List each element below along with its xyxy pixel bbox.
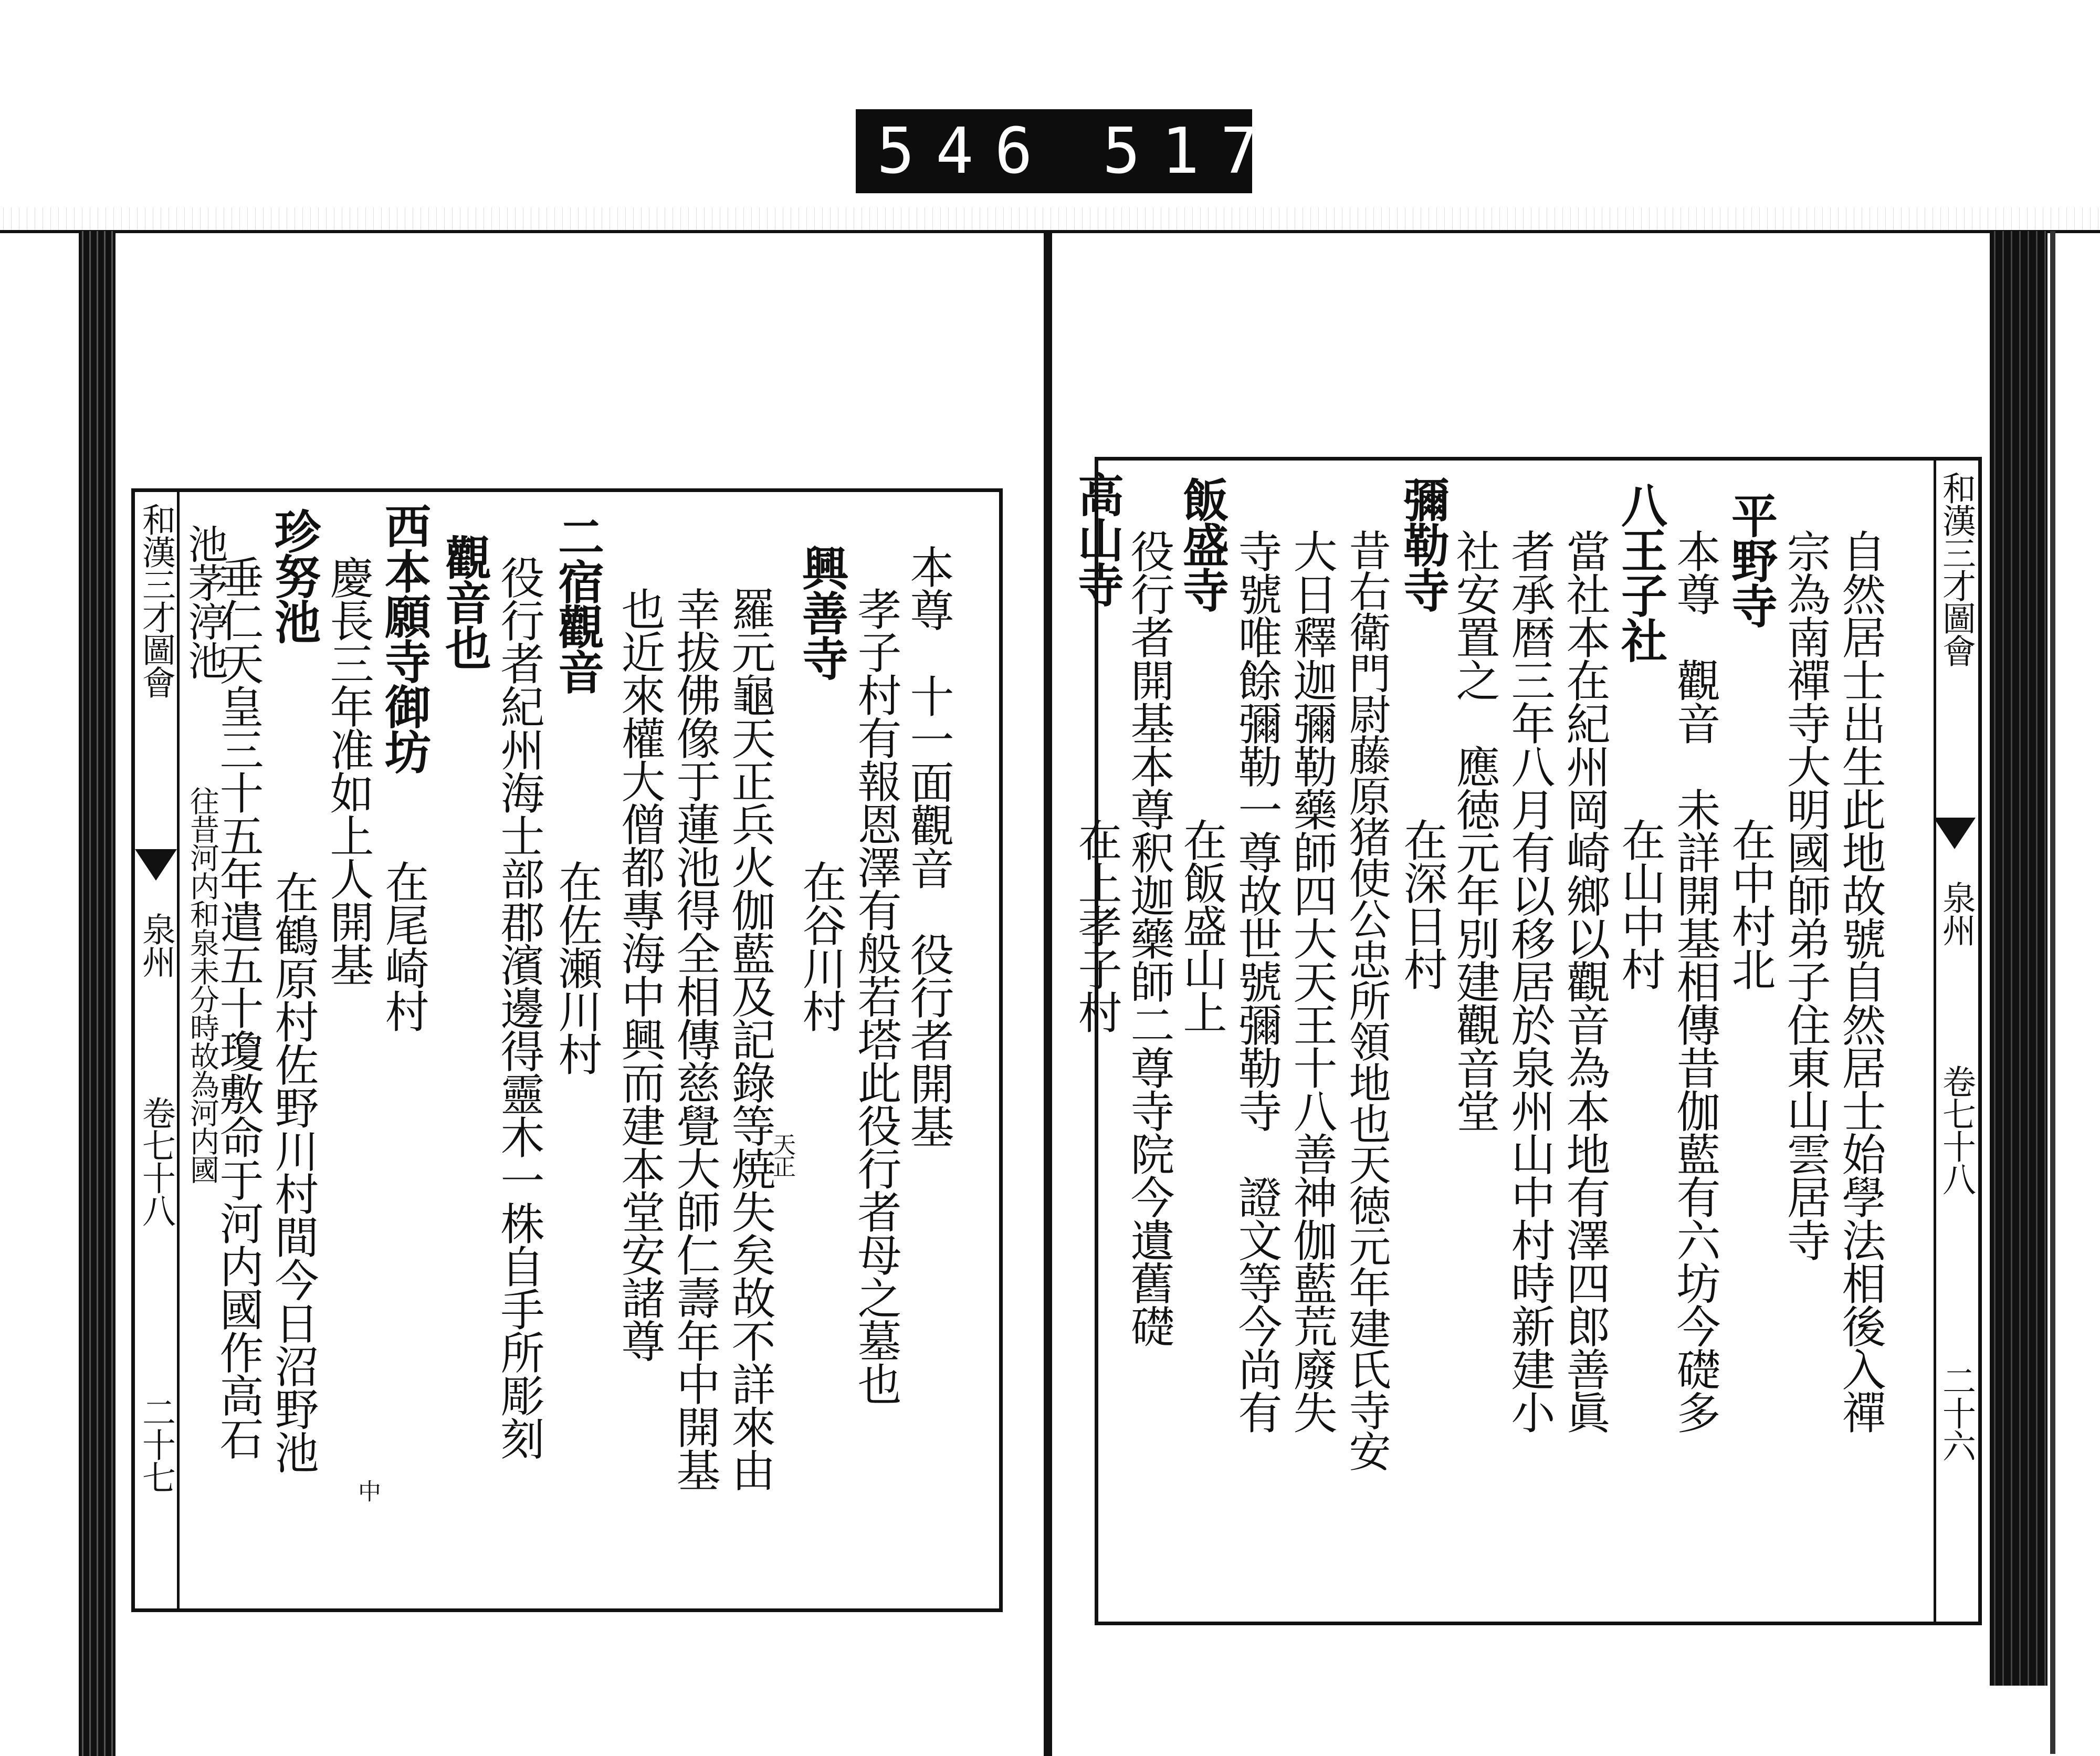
temple-heading: 飯盛寺 xyxy=(1175,476,1230,612)
text-column: 本尊 觀音 未詳開基相傳昔伽藍有六坊今礎多 xyxy=(1670,529,1721,1433)
pond-heading: 珍努池 xyxy=(267,508,322,643)
right-margin-column xyxy=(1934,461,1978,1622)
scan-noise-band xyxy=(0,207,2100,231)
text-column: 本尊 十一面觀音 役行者開基 xyxy=(903,545,954,1147)
text-column: 社安置之 應徳元年別建觀音堂 xyxy=(1449,529,1500,1132)
fish-tail-mark xyxy=(135,849,177,881)
temple-heading: 二宿觀音 xyxy=(551,513,605,694)
text-column: 羅元龜天正兵火伽藍及記錄等焼失矣故不詳來由 xyxy=(724,587,776,1491)
right-page-edge xyxy=(1990,231,2048,1686)
text-column: 也近來權大僧都專海中興而建本堂安諸尊 xyxy=(614,587,666,1362)
right-page xyxy=(1070,457,1982,1625)
text-column: 役行者紀州海士部郡濱邊得靈木一株自手所彫刻 xyxy=(494,555,545,1459)
left-margin-title: 和漢三才圖會 xyxy=(136,503,175,698)
text-column: 在飯盛山上 xyxy=(1176,818,1227,1033)
text-column: 大日釋迦彌勒藥師四大天王十八善神伽藍荒廢失 xyxy=(1286,529,1338,1433)
text-column: 池茅渟池 xyxy=(182,524,228,679)
text-column: 在佐瀬川村 xyxy=(551,860,603,1075)
left-margin-column xyxy=(135,492,180,1608)
annotation: 天正 xyxy=(769,1133,795,1177)
left-margin-volume: 卷七十八 xyxy=(136,1096,175,1226)
fish-tail-mark xyxy=(1934,818,1976,849)
text-column: 宗為南禪寺大明國師弟子住東山雲居寺 xyxy=(1780,529,1831,1261)
text-column: 在山中村 xyxy=(1614,818,1666,990)
left-page-edge xyxy=(79,231,116,1756)
right-edge-stripe xyxy=(2050,231,2055,1754)
temple-heading: 彌勒寺 xyxy=(1396,476,1451,612)
text-column: 慶長三年准如上人開基 xyxy=(323,555,374,986)
text-column: 垂仁天皇三十五年遣五十瓊敷命于河内國作高石 xyxy=(213,555,264,1459)
temple-heading: 觀音也 xyxy=(438,534,492,670)
frame-number-label xyxy=(856,109,1338,193)
left-page xyxy=(131,488,1003,1612)
text-column: 寺號唯餘彌勒一尊故世號彌勒寺 證文等今尚有 xyxy=(1231,529,1283,1433)
text-column: 在中村北 xyxy=(1725,818,1776,990)
text-column: 自然居士出生此地故號自然居士始學法相後入禪 xyxy=(1835,529,1886,1433)
shrine-heading: 八王子社 xyxy=(1614,482,1668,662)
temple-heading: 高山寺 xyxy=(1070,471,1125,607)
text-column: 役行者開基本尊釈迦藥師二尊寺院今遺舊礎 xyxy=(1124,529,1175,1347)
right-margin-page: 二十六 xyxy=(1937,1364,1976,1461)
text-column: 在谷川村 xyxy=(795,860,847,1032)
frame-number-right: 517. xyxy=(1102,115,1338,188)
right-margin-title: 和漢三才圖會 xyxy=(1937,471,1976,666)
annotation: 中 xyxy=(354,1479,381,1501)
text-column: 昔右衛門尉藤原猪使公忠所領地也天徳元年建氏寺安 xyxy=(1342,529,1391,1471)
book-spine xyxy=(1044,231,1052,1756)
text-column: 者承暦三年八月有以移居於泉州山中村時新建小 xyxy=(1504,529,1556,1433)
text-column: 在尾崎村 xyxy=(378,860,429,1032)
annotation: 往昔河内和泉未分時故為河内國 xyxy=(185,786,219,1183)
text-column: 在深日村 xyxy=(1396,818,1448,990)
frame-number-left: 546 xyxy=(877,115,1054,188)
left-margin-province: 泉州 xyxy=(136,912,175,977)
left-margin-page: 二十七 xyxy=(136,1395,175,1493)
temple-heading: 西本願寺御坊 xyxy=(377,503,432,774)
text-column: 當社本在紀州岡崎鄉以觀音為本地有澤四郎善眞 xyxy=(1559,529,1611,1433)
text-column: 在鶴原村佐野川村間今日沼野池 xyxy=(268,870,319,1473)
right-margin-volume: 卷七十八 xyxy=(1937,1064,1976,1195)
right-margin-province: 泉州 xyxy=(1937,881,1976,946)
text-column: 幸拔佛像于蓮池得全相傳慈覺大師仁壽年中開基 xyxy=(669,587,721,1491)
text-column: 在上孝子村 xyxy=(1071,818,1122,1033)
text-column: 孝子村有報恩澤有般若塔此役行者母之墓也 xyxy=(850,587,902,1405)
temple-heading: 興善寺 xyxy=(795,545,849,680)
temple-heading: 平野寺 xyxy=(1724,492,1779,628)
